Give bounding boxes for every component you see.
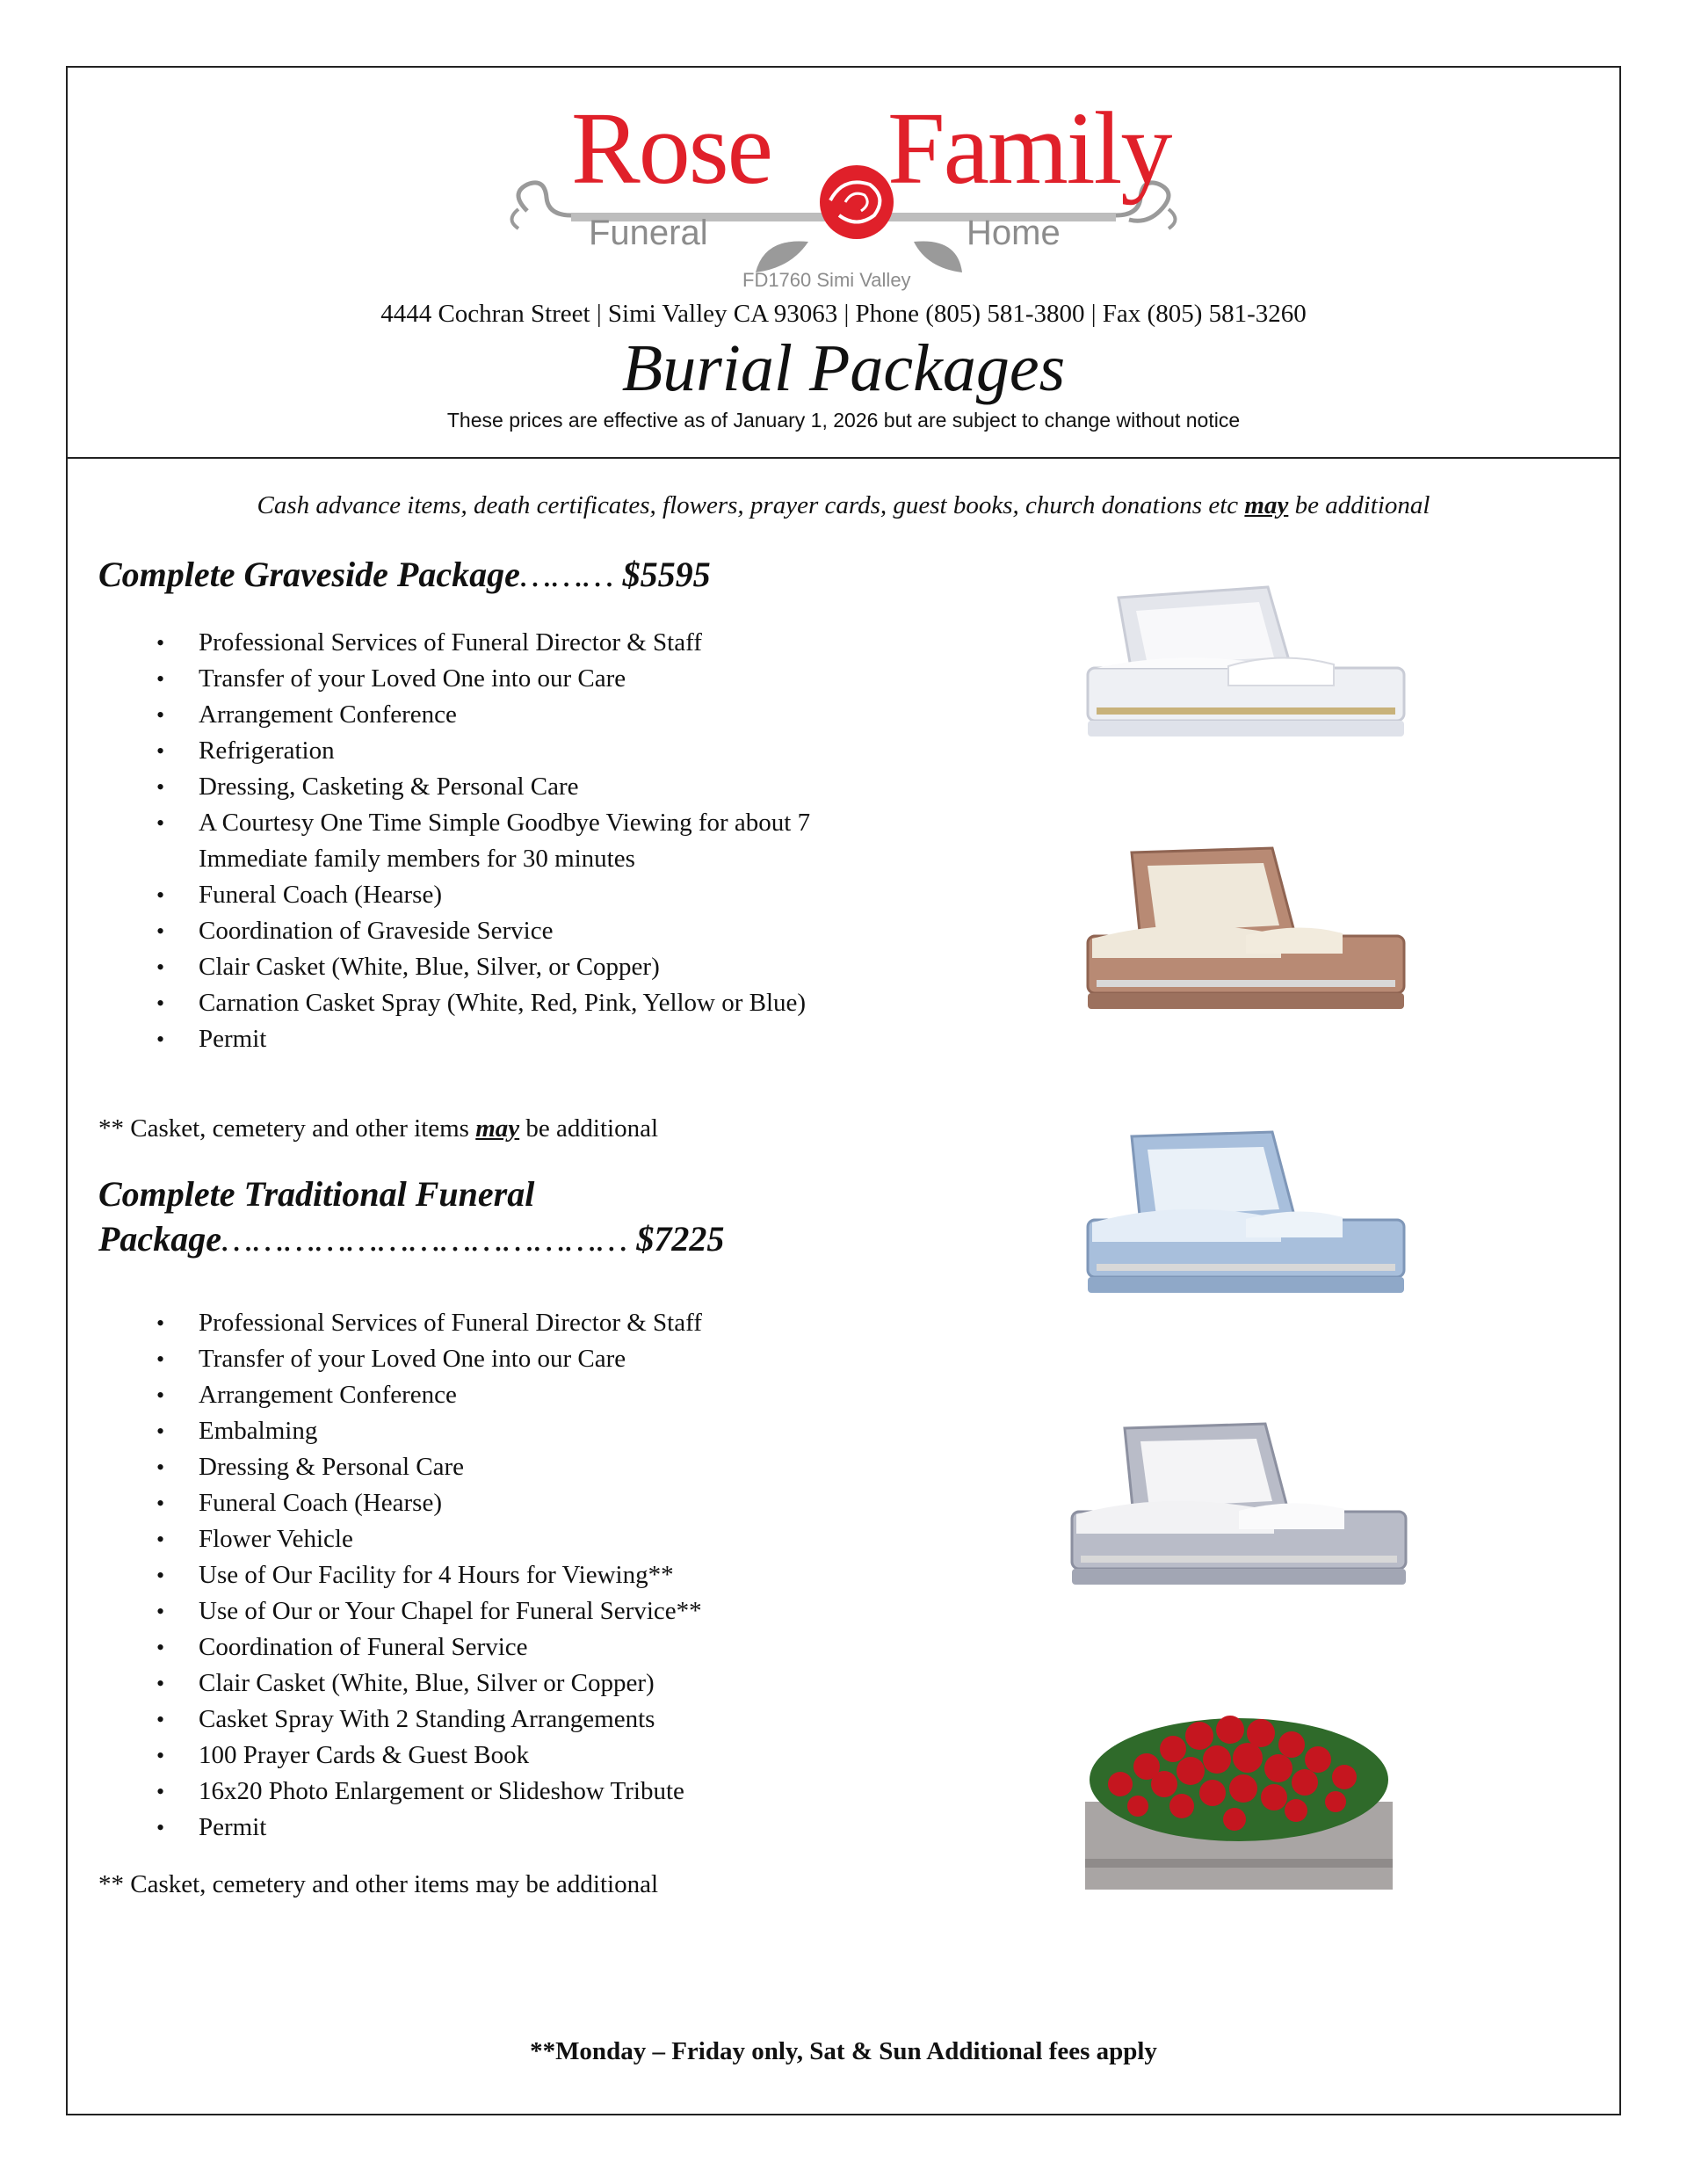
package-item: • Professional Services of Funeral Director & Staff bbox=[98, 625, 819, 661]
package-item: • Embalming bbox=[98, 1413, 819, 1449]
silver-casket-image bbox=[1063, 1419, 1415, 1600]
copper-casket-image bbox=[1079, 844, 1422, 1019]
traditional-footnote: ** Casket, cemetery and other items may be additional bbox=[98, 1870, 658, 1898]
logo-home: Home bbox=[967, 214, 1061, 252]
graveside-package-items bbox=[98, 625, 819, 1057]
package-item: • Clair Casket (White, Blue, Silver or Copper) bbox=[98, 1665, 819, 1701]
rose-family-logo bbox=[501, 91, 1186, 299]
blue-casket-image bbox=[1079, 1128, 1422, 1303]
cash-note-text-end: be additional bbox=[1288, 491, 1430, 519]
package-item: • Coordination of Graveside Service bbox=[98, 913, 819, 949]
contact-address: 4444 Cochran Street | Simi Valley CA 93063 | Phone (805) 581-3800 | Fax (805) 581-3260 bbox=[380, 300, 1307, 328]
logo-funeral: Funeral bbox=[589, 214, 708, 252]
package-item: • Clair Casket (White, Blue, Silver, or Copper) bbox=[98, 949, 819, 985]
logo-license: FD1760 Simi Valley bbox=[742, 269, 911, 291]
package-title-graveside bbox=[98, 552, 711, 597]
package-item: • Transfer of your Loved One into our Care bbox=[98, 1341, 819, 1377]
header-divider bbox=[66, 457, 1621, 459]
logo-word-family: Family bbox=[887, 91, 1171, 206]
package-item: • Refrigeration bbox=[98, 733, 819, 769]
package-item: • Coordination of Funeral Service bbox=[98, 1629, 819, 1665]
casket-spray-image bbox=[1085, 1696, 1393, 1890]
package-item: • 16x20 Photo Enlargement or Slideshow Tribute bbox=[98, 1774, 819, 1810]
package-item: • Arrangement Conference bbox=[98, 1377, 819, 1413]
package-item: • Arrangement Conference bbox=[98, 697, 819, 733]
package-title-traditional bbox=[98, 1172, 724, 1261]
graveside-footnote bbox=[98, 1114, 658, 1144]
package-item: • Dressing, Casketing & Personal Care bbox=[98, 769, 819, 805]
package-item: • Professional Services of Funeral Director & Staff bbox=[98, 1305, 819, 1341]
traditional-package-items bbox=[98, 1305, 819, 1846]
package-item: • Use of Our or Your Chapel for Funeral Service** bbox=[98, 1593, 819, 1629]
package-item: • Permit bbox=[98, 1021, 819, 1057]
logo-word-rose: Rose bbox=[571, 91, 771, 206]
weekday-only-note: **Monday – Friday only, Sat & Sun Additional fees apply bbox=[530, 2037, 1157, 2065]
white-casket-image bbox=[1079, 580, 1422, 747]
footnote-text-end: be additional bbox=[519, 1114, 659, 1143]
package-price: $7225 bbox=[636, 1219, 725, 1259]
package-item: • Use of Our Facility for 4 Hours for Viewing** bbox=[98, 1557, 819, 1593]
package-name-line2: Package bbox=[98, 1219, 221, 1259]
cash-note-text: Cash advance items, death certificates, flowers, prayer cards, guest books, church donations etc bbox=[257, 491, 1245, 519]
page-title: Burial Packages bbox=[621, 331, 1066, 405]
package-item: • Casket Spray With 2 Standing Arrangements bbox=[98, 1701, 819, 1738]
package-item: • Carnation Casket Spray (White, Red, Pink, Yellow or Blue) bbox=[98, 985, 819, 1021]
package-name-line1: Complete Traditional Funeral bbox=[98, 1174, 535, 1214]
footnote-emphasis: may bbox=[475, 1114, 520, 1143]
package-item: • Flower Vehicle bbox=[98, 1521, 819, 1557]
package-item: • A Courtesy One Time Simple Goodbye Viewing for about 7 Immediate family members for 30 minutes bbox=[98, 805, 819, 877]
package-item: • Funeral Coach (Hearse) bbox=[98, 877, 819, 913]
footnote-text: ** Casket, cemetery and other items bbox=[98, 1114, 476, 1143]
package-leader-dots: ………………………………… bbox=[221, 1219, 628, 1259]
package-item: • Permit bbox=[98, 1810, 819, 1846]
package-name: Complete Graveside Package bbox=[98, 555, 520, 594]
package-item: • Dressing & Personal Care bbox=[98, 1449, 819, 1485]
package-item: • Funeral Coach (Hearse) bbox=[98, 1485, 819, 1521]
package-price: $5595 bbox=[622, 555, 711, 594]
package-item: • 100 Prayer Cards & Guest Book bbox=[98, 1738, 819, 1774]
effective-date-note: These prices are effective as of January 1, 2026 but are subject to change without notice bbox=[446, 409, 1241, 432]
package-item: • Transfer of your Loved One into our Care bbox=[98, 661, 819, 697]
package-leader-dots: ……… bbox=[519, 555, 614, 594]
cash-advance-note bbox=[0, 490, 1687, 521]
cash-note-emphasis: may bbox=[1244, 491, 1289, 519]
